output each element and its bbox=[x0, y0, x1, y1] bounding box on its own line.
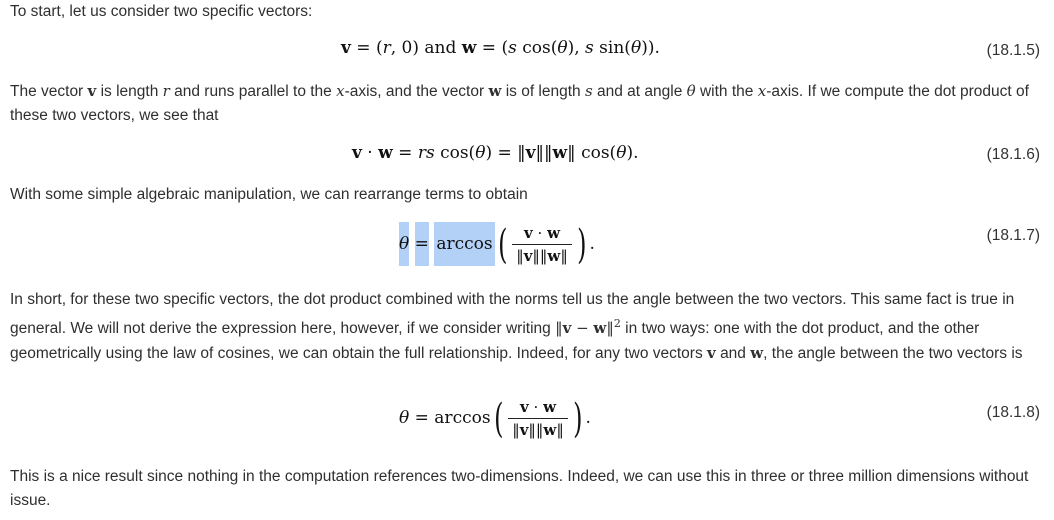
equation-number: (18.1.7) bbox=[986, 227, 1040, 244]
equation-18-1-8: θ = arccos( $\frac{v \cdot w}{‖v‖‖w‖}$ ) . bbox=[399, 395, 591, 442]
paragraph-intro: To start, let us consider two specific vectors: bbox=[10, 3, 313, 20]
equation-18-1-6: v · w = rs cos(θ) = ‖v‖‖w‖ cos(θ). bbox=[352, 143, 639, 163]
paragraph-general-case: In short, for these two specific vectors, the dot product combined with the norms tell us the angle between the two vectors. This same fact is true in general. We will not derive the expression here, however, if we consider writing ‖v − w‖$^2$ in two ways: one with the dot product, and the other geometrically using the law of cosines, we can obtain the full relationship. Indeed, for any two vectors v and w, the angle between the two vectors is bbox=[10, 291, 1023, 362]
equation-number: (18.1.6) bbox=[986, 146, 1040, 163]
paragraph-conclusion: This is a nice result since nothing in the computation references two-dimensions. Indeed, we can use this in three or three million dimensions without issue. bbox=[10, 468, 1029, 509]
equation-18-1-5: v = (r, 0) and w = (s cos(θ), s sin(θ)). bbox=[341, 38, 660, 58]
equation-number: (18.1.8) bbox=[986, 404, 1040, 421]
equation-18-1-7: θ = arccos ( $\frac{v \cdot w}{‖v‖‖w‖}$ ) . bbox=[399, 221, 595, 268]
paragraph-manipulation: With some simple algebraic manipulation, we can rearrange terms to obtain bbox=[10, 186, 528, 203]
paragraph-vectors-description: The vector v is length r and runs parallel to the x-axis, and the vector w is of length s and at angle θ with the x-axis. If we compute the dot product of these two vectors, we see that bbox=[10, 82, 1029, 124]
equation-number: (18.1.5) bbox=[986, 42, 1040, 59]
